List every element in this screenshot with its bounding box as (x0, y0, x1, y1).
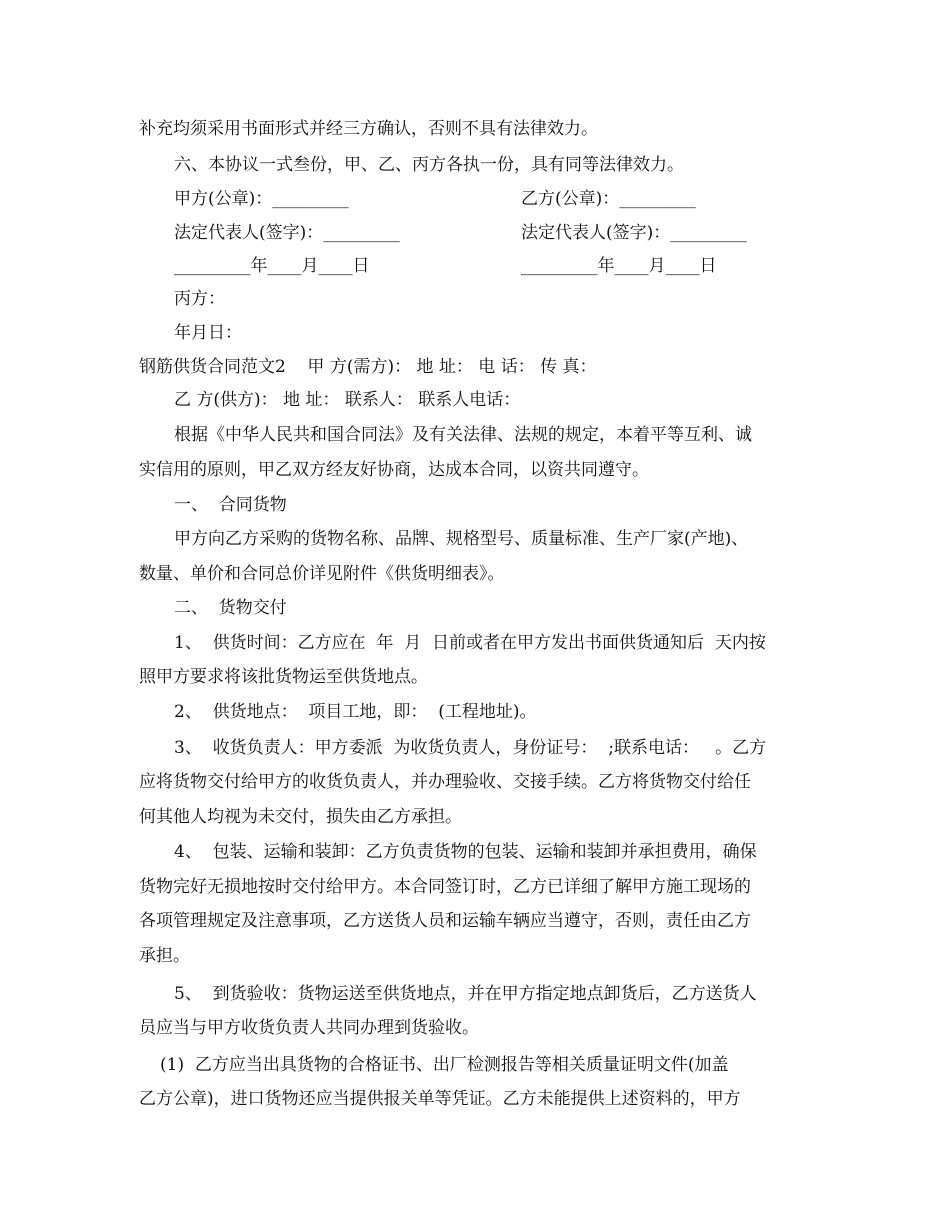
text-line: (1) 乙方应当出具货物的合格证书、出厂检测报告等相关质量证明文件(加盖 (160, 1055, 729, 1075)
text-line: 2、 供货地点： 项目工地，即： (工程地址)。 (174, 702, 537, 722)
text-line: 六、本协议一式叁份，甲、乙、丙方各执一份，具有同等法律效力。 (174, 155, 684, 175)
party-b-representative-line: 法定代表人(签字)：_________ (521, 223, 747, 243)
text-line: 甲方向乙方采购的货物名称、品牌、规格型号、质量标准、生产厂家(产地)、 (174, 529, 749, 549)
text-line: 何其他人均视为未交付，损失由乙方承担。 (139, 807, 462, 827)
supplier-info-line: 乙 方(供方)： 地 址： 联系人： 联系人电话： (174, 390, 521, 410)
text-line: 承担。 (139, 946, 190, 966)
section-heading: 一、 合同货物 (174, 495, 287, 515)
text-line: 1、 供货时间：乙方应在 年 月 日前或者在甲方发出书面供货通知后 天内按 (174, 633, 766, 653)
text-line: 应将货物交付给甲方的收货负责人，并办理验收、交接手续。乙方将货物交付给任 (139, 772, 751, 792)
party-a-date-line: _________年____月____日 (174, 256, 370, 276)
text-line: 数量、单价和合同总价详见附件《供货明细表》。 (139, 564, 505, 584)
party-b-seal-line: 乙方(公章)：_________ (521, 189, 696, 209)
text-line: 员应当与甲方收货负责人共同办理到货验收。 (139, 1018, 479, 1038)
text-line: 乙方公章)，进口货物还应当提供报关单等凭证。乙方未能提供上述资料的，甲方 (139, 1089, 741, 1109)
text-line: 3、 收货负责人：甲方委派 为收货负责人，身份证号： ;联系电话： 。乙方 (174, 738, 767, 758)
text-line: 实信用的原则，甲乙双方经友好协商，达成本合同，以资共同遵守。 (139, 460, 649, 480)
party-b-date-line: _________年____月____日 (521, 256, 717, 276)
party-c-line: 丙方： (174, 289, 225, 309)
party-a-seal-line: 甲方(公章)：_________ (174, 189, 349, 209)
text-line: 各项管理规定及注意事项，乙方送货人员和运输车辆应当遵守，否则，责任由乙方 (139, 911, 751, 931)
text-line: 照甲方要求将该批货物运至供货地点。 (139, 667, 428, 687)
party-a-representative-line: 法定代表人(签字)：_________ (174, 223, 400, 243)
contract-heading: 钢筋供货合同范文2 甲 方(需方)： 地 址： 电 话： 传 真： (139, 357, 597, 377)
text-line: 货物完好无损地按时交付给甲方。本合同签订时，乙方已详细了解甲方施工现场的 (139, 877, 751, 897)
text-line: 补充均须采用书面形式并经三方确认，否则不具有法律效力。 (139, 119, 598, 139)
date-line: 年月日： (174, 323, 242, 343)
section-heading: 二、 货物交付 (174, 598, 287, 618)
text-line: 4、 包装、运输和装卸：乙方负责货物的包装、运输和装卸并承担费用，确保 (174, 842, 757, 862)
text-line: 根据《中华人民共和国合同法》及有关法律、法规的规定，本着平等互利、诚 (174, 425, 752, 445)
text-line: 5、 到货验收：货物运送至供货地点，并在甲方指定地点卸货后，乙方送货人 (174, 984, 757, 1004)
